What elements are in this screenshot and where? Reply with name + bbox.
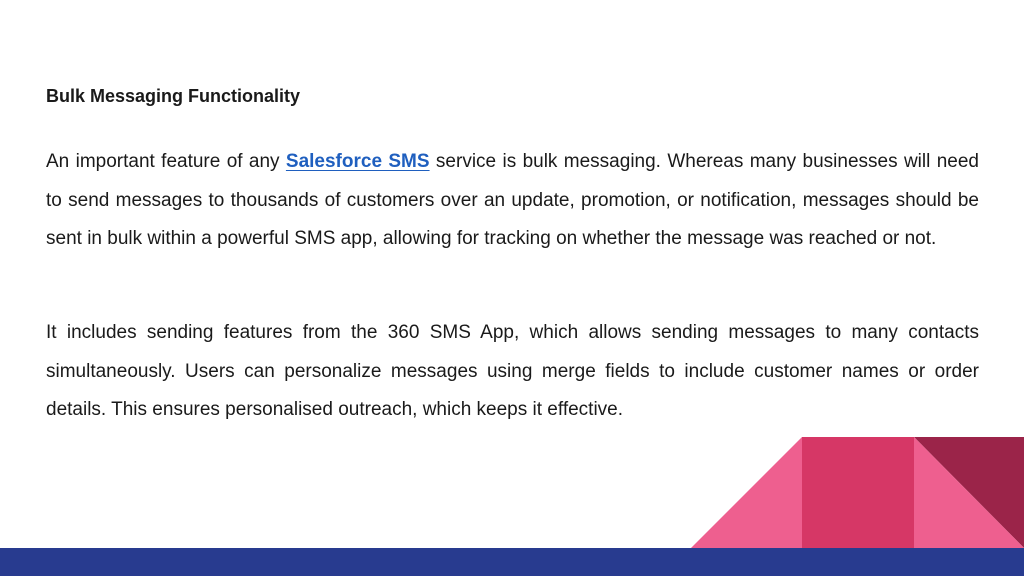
section-heading: Bulk Messaging Functionality	[46, 86, 301, 106]
paragraph-text-before-link: An important feature of any	[46, 151, 286, 172]
paragraph-text-after-link: service is bulk messaging. Whereas many businesses will need to send messages to thousands of customers over an update, promotion, or notification, messages should be sent in bulk within a powerful SMS app, allowing for tracking on whether the message was reached or not.	[46, 151, 979, 249]
salesforce-sms-link[interactable]: Salesforce SMS	[285, 151, 430, 172]
decor-triangle-left	[691, 437, 802, 548]
decor-triangle-dark	[914, 437, 1024, 548]
paragraph-360-sms-app: It includes sending features from the 360 SMS App, which allows sending messages to many contacts simultaneously. Users can personalize messages using merge fields to include customer names or order details. This ensures personalised outreach, which keeps it effective.	[46, 322, 979, 420]
paragraph-bulk-messaging	[46, 143, 979, 259]
bottom-bar	[0, 548, 1024, 576]
decor-rect-mid	[802, 437, 914, 548]
decor-triangle-right	[914, 437, 1024, 548]
